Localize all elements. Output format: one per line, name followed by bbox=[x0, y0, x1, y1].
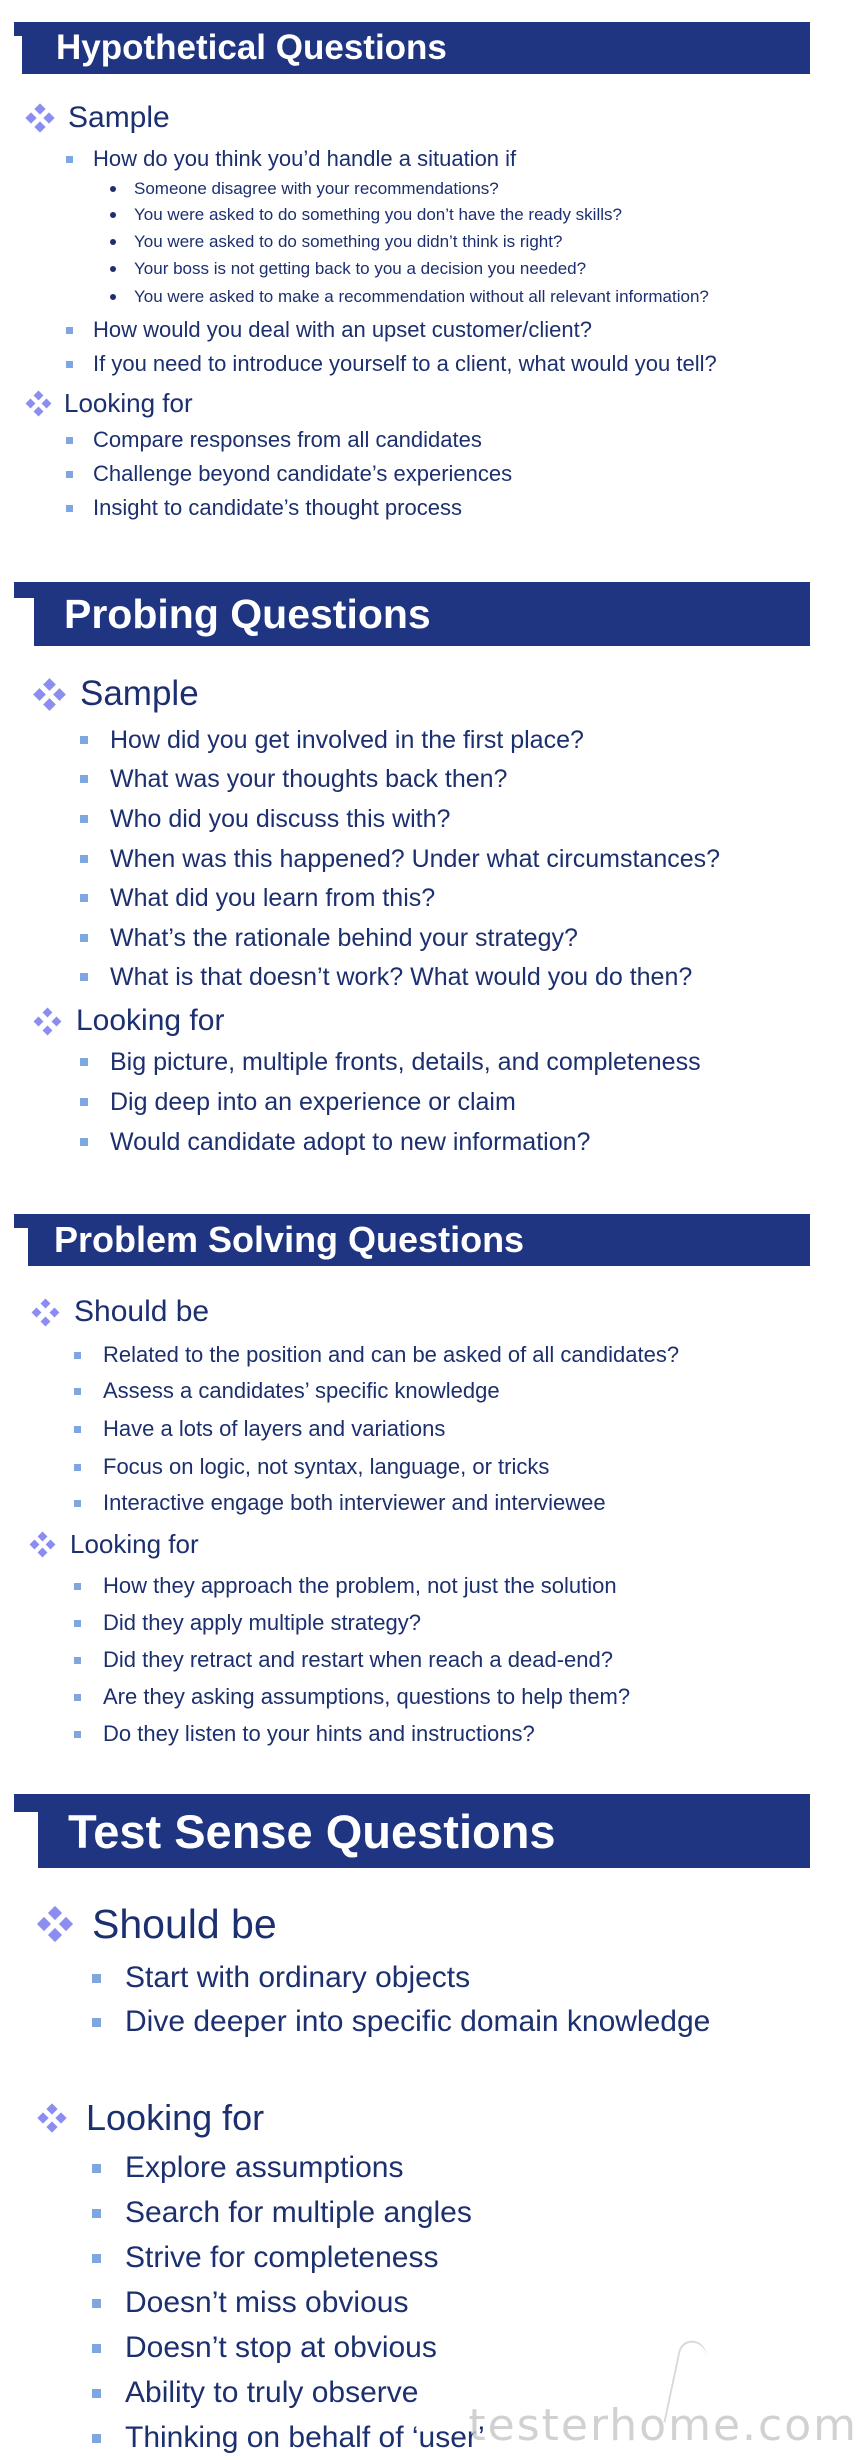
level1-label: Should be bbox=[92, 1900, 277, 1947]
square-bullet-icon bbox=[92, 2254, 101, 2263]
item-text: Ability to truly observe bbox=[125, 2376, 419, 2409]
square-bullet-icon bbox=[92, 1974, 101, 1983]
watermark: testerhome.com bbox=[468, 2400, 858, 2451]
item-text: Interactive engage both interviewer and interviewee bbox=[103, 1490, 606, 1515]
square-bullet-icon bbox=[92, 2164, 101, 2173]
level1-looking-for bbox=[38, 2095, 264, 2141]
square-bullet-icon bbox=[92, 2389, 101, 2398]
bullet-item bbox=[92, 2418, 485, 2458]
level1-label: Sample bbox=[68, 101, 170, 134]
section-title-bar bbox=[38, 1794, 810, 1868]
section-title: Hypothetical Questions bbox=[56, 28, 447, 67]
item-text: Did they retract and restart when reach a dead-end? bbox=[103, 1647, 613, 1672]
item-text: Doesn’t stop at obvious bbox=[125, 2331, 437, 2364]
section-title: Probing Questions bbox=[64, 590, 431, 637]
level1-label: Sample bbox=[80, 674, 199, 713]
level1-label: Looking for bbox=[76, 1004, 225, 1037]
item-text: Focus on logic, not syntax, language, or tricks bbox=[103, 1454, 550, 1479]
item-text: Dig deep into an experience or claim bbox=[110, 1087, 516, 1116]
bullet-item bbox=[92, 2283, 408, 2323]
item-text: Are they asking assumptions, questions to help them? bbox=[103, 1684, 631, 1709]
sub-item-text: You were asked to do something you didn’t think is right? bbox=[134, 232, 563, 251]
sub-item-text: You were asked to make a recommendation without all relevant information? bbox=[134, 287, 709, 306]
square-bullet-icon bbox=[92, 2344, 101, 2353]
level1-label: Looking for bbox=[70, 1528, 199, 1559]
item-text: How would you deal with an upset customer/client? bbox=[93, 317, 592, 342]
sub-item-text: Your boss is not getting back to you a decision you needed? bbox=[134, 259, 587, 278]
section-title: Test Sense Questions bbox=[68, 1804, 556, 1858]
square-bullet-icon bbox=[92, 2018, 101, 2027]
item-text: What was your thoughts back then? bbox=[110, 764, 508, 793]
item-text: Strive for completeness bbox=[125, 2241, 439, 2274]
item-text: What is that doesn’t work? What would you do then? bbox=[110, 962, 693, 991]
bullet-item bbox=[92, 2002, 710, 2042]
item-text: Have a lots of layers and variations bbox=[103, 1416, 446, 1441]
square-bullet-icon bbox=[92, 2299, 101, 2308]
item-text: Explore assumptions bbox=[125, 2151, 404, 2184]
item-text: Challenge beyond candidate’s experiences bbox=[93, 461, 513, 486]
item-text: When was this happened? Under what circumstances? bbox=[110, 844, 721, 873]
item-text: Did they apply multiple strategy? bbox=[103, 1610, 421, 1635]
item-text: Start with ordinary objects bbox=[125, 1961, 471, 1994]
item-text: What’s the rationale behind your strategy? bbox=[110, 923, 578, 952]
item-text: Would candidate adopt to new information? bbox=[110, 1127, 591, 1156]
diamond-bullet-icon bbox=[38, 2104, 66, 2132]
level1-label: Looking for bbox=[86, 2097, 265, 2138]
item-text: How do you think you’d handle a situation if bbox=[93, 146, 517, 171]
item-text: Insight to candidate’s thought process bbox=[93, 495, 462, 520]
item-text: Who did you discuss this with? bbox=[110, 804, 451, 833]
item-text: Related to the position and can be asked of all candidates? bbox=[103, 1342, 680, 1367]
sub-item-text: Someone disagree with your recommendations? bbox=[134, 179, 499, 198]
bullet-item bbox=[92, 1958, 470, 1998]
bullet-item bbox=[92, 2373, 418, 2413]
item-text: Big picture, multiple fronts, details, and completeness bbox=[110, 1047, 701, 1076]
bullet-item bbox=[92, 2193, 472, 2233]
bullet-item bbox=[92, 2148, 403, 2188]
level1-label: Should be bbox=[74, 1295, 210, 1328]
square-bullet-icon bbox=[92, 2209, 101, 2218]
section-title: Problem Solving Questions bbox=[54, 1219, 525, 1260]
item-text: Do they listen to your hints and instructions? bbox=[103, 1721, 535, 1746]
bullet-item bbox=[92, 2328, 437, 2368]
level1-label: Looking for bbox=[64, 387, 193, 418]
item-text: Compare responses from all candidates bbox=[93, 427, 482, 452]
item-text: Assess a candidates’ specific knowledge bbox=[103, 1378, 500, 1403]
square-bullet-icon bbox=[92, 2434, 101, 2443]
item-text: Dive deeper into specific domain knowledge bbox=[125, 2005, 711, 2038]
item-text: How they approach the problem, not just the solution bbox=[103, 1573, 617, 1598]
level1-should-be bbox=[38, 1898, 277, 1950]
item-text: If you need to introduce yourself to a client, what would you tell? bbox=[93, 351, 717, 376]
item-text: Search for multiple angles bbox=[125, 2196, 472, 2229]
item-text: Thinking on behalf of ‘user’ bbox=[125, 2421, 485, 2454]
item-text: What did you learn from this? bbox=[110, 883, 436, 912]
bullet-item bbox=[92, 2238, 438, 2278]
diamond-bullet-icon bbox=[38, 1907, 72, 1941]
section-header bbox=[14, 1794, 810, 1868]
item-text: How did you get involved in the first place? bbox=[110, 725, 584, 754]
sub-item-text: You were asked to do something you don’t have the ready skills? bbox=[134, 205, 622, 224]
item-text: Doesn’t miss obvious bbox=[125, 2286, 409, 2319]
